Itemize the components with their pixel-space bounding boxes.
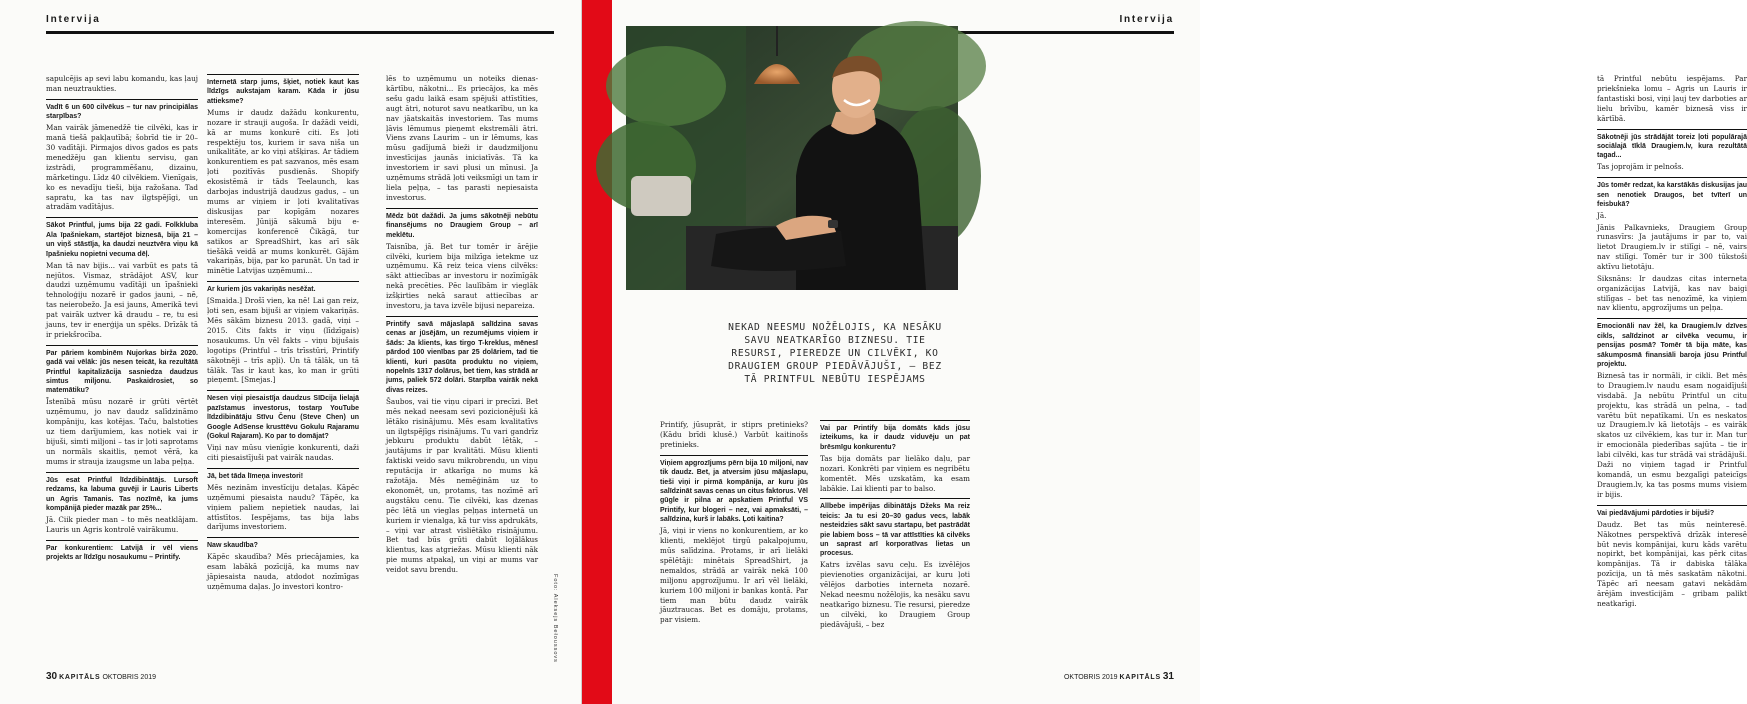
magazine-name: KAPITĀLS [59, 674, 101, 681]
left-page [0, 0, 582, 704]
question-paragraph: Mēdz būt dažādi. Ja jums sākotnēji nebūtu finansējums no Draugiem Group – arī meklētu. [386, 208, 538, 240]
question-paragraph: Allbebe impērijas dibinātājs Džeks Ma reiz teicis: Ja tu esi 20–30 gadus vecs, labāk nesteidzies sākt savu startapu, bet pastrādāt pie labiem boss – tā var attīstīties kā cilvēks un saprast arī korporatīvas lietas un procesus. [820, 498, 970, 558]
question-paragraph: Sākot Printful, jums bija 22 gadi. Folkkluba Ala īpašniekam, startējot biznesā, bija 21 – un viņš stāstīja, ka daudzi neuztvēra viņu kā īpašnieku nopietni vecuma dēļ. [46, 217, 198, 259]
answer-paragraph: Jā. [1597, 211, 1607, 221]
answer-paragraph: sapulcējis ap sevi labu komandu, kas ļauj man neuztraukties. [46, 74, 198, 93]
text-column-5 [820, 420, 970, 652]
answer-paragraph: Jā. Ciik pieder man – to mēs neatklājam. Lauris un Agris kontrolē vairākumu. [46, 515, 198, 534]
section-tag: Intervija [1119, 14, 1174, 25]
magazine-name: KAPITĀLS [1119, 674, 1161, 681]
header-rule [956, 31, 1174, 34]
answer-paragraph: Tas joprojām ir pelnošs. [1597, 162, 1684, 172]
question-paragraph: Ar kuriem jūs vakariņās nesēžat. [207, 281, 359, 294]
answer-paragraph: Šaubos, vai tie viņu cipari ir precīzi. Bet mēs nekad neesam sevi pozicionējuši kā lētāko risinājumu. Mēs esam kvalitatīvs un ilgtspējīgs risinājums. Tu vari gandrīz jebkuru produktu dabūt lētāk, – jautājums ir par kvalitāti. Mūsu klienti faktiski veido savu mikrobrendu, un viņu reputācija ir atkarīga no mums kā ražotāja. Mēs nemēģinām uz to ekonomēt, un, protams, tas nozīmē arī augstāku cenu. Tie cilvēki, kas dzenas pēc lētā un vieglas peļņas internetā un kuriem ir vienalga, kā tur viss apdrukāts, – viņi var atrast visliētāko risinājumu. Bet tad būs grūti dabūt lojālākus klientus, kas atgriežas. Mūsu klienti nāk pie mums atpakaļ, un viņi ar mums var veidot savu brendu. [386, 396, 538, 575]
issue-date: OKTOBRIS 2019 [1063, 674, 1118, 681]
answer-paragraph: lēs to uzņēmumu un noteiks dienas-kārtību, nākotni... Es priecājos, ka mēs sešu gadu laikā esam spējuši attīstīties, augt ātri, noturot savu neatkarību, un ka nav jāatskaitās investoriem. Tas mums ļāvis lēmumus pieņemt ekstremāli ātri. Viens zvans Laurim – un ir lēmums, kas mūsu gadījumā bieži ir daudzmiljonu investīcijas jaunās iniciatīvās. Tā ka investoriem ir savi plusi un mīnusi. Ja uzņēmums strādā ļoti veiksmīgi un tam ir liela peļņa, – tas parasti nepiesaista investorus. [386, 74, 538, 202]
text-column-6 [1597, 74, 1747, 652]
photo-credit: Foto: Aleksejs Bełoussovs [552, 574, 558, 663]
answer-paragraph: [Smaida.] Drošī vien, ka nē! Lai gan reiz, ļoti sen, esam bijuši ar viņiem vakariņās. Mēs sākām biznesu 2013. gadā, viņi – 2015. Cits fakts ir viņu (līdzīgais) nosaukums. Un vēl fakts – viņu bijušais logotips (Printful – trīs trīsstūri, Printify sākotnēji – trīs apļi). Un tā tālāk, un tā tālāk. Tas ir kaut kas, ko man ir grūti pieņemt. [Smejas.] [207, 296, 359, 385]
answer-paragraph: Īstenībā mūsu nozarē ir grūti vērtēt uzņēmumu, jo nav daudz salīdzināmo kompāniju, kas kotējas. Taču, balstoties uz tiem darījumiem, kas notiek vai ir bijuši, simti miljoni – tas ir ļoti saprotams un normāls skaitlis, ņemot vērā, ka mums ir strauja izaugsme un laba peļņa. [46, 397, 198, 466]
question-paragraph: Jā, bet tāda līmeņa investori! [207, 468, 359, 481]
answer-paragraph: Mēs nezinām investīciju detaļas. Kāpēc uzņēmumi piesaista naudu? Tāpēc, ka viņiem paliem nepietiek naudas, lai attīstītos. Iespējams, tas bija labs darījums investoriem. [207, 482, 359, 532]
header-rule [46, 31, 554, 34]
answer-paragraph: Jā, viņi ir viens no konkurentiem, ar ko klienti, meklējot tirgū pakalpojumu, mūs salīdzina. Protams, ir arī lielāki spēlētāji: minētais SpreadShirt, ja nemaldos, strādā ar vairāk nekā 100 miljonu apgrozījumu. Ir arī vēl lielāki, kuriem 100 miljoni ir bankas kontā. Par tiem man būtu daudz vairāk jāuztraucas. Bet es domāju, protams, par visiem. [660, 526, 808, 625]
answer-paragraph: tā Printful nebūtu iespējams. Par priekšnieka lomu – Agris un Lauris ir fantastiski bosi, viņi ļauj tev darboties ar lielu brīvību, kamēr biznesā viss ir kārtībā. [1597, 74, 1747, 123]
question-paragraph: Printify savā mājaslapā salīdzina savas cenas ar jūsējām, un rezumējums viņiem ir šāds: Ja klients, kas tirgo T-kreklus, mēnesī pārdod 100 vienības par 25 dolāriem, tad tie klienti, kuri pasūta produktu no viņiem, nopelnīs 1317 dolārus, bet tiem, kas strādā ar jums, paliek 572 dolāri. Starpība vairāk nekā divas reizes. [386, 316, 538, 395]
text-column-1 [46, 74, 198, 652]
question-paragraph: Internetā starp jums, šķiet, notiek kaut kas līdzīgs aukstajam karam. Kāda ir jūsu attieksme? [207, 74, 359, 106]
text-column-2 [207, 74, 359, 652]
answer-paragraph: Jānis Palkavnieks, Draugiem Group runasvīrs: Ja jautājums ir par to, vai lietot Draugiem.lv ir stilīgi – nē, vairs nav stilīgi. Tomēr tur ir 300 tūkstoši aktīvu lietotāju. [1597, 222, 1747, 272]
page-number: 31 [1162, 671, 1174, 682]
question-paragraph: Par pāriem kombinēm Nujorkas birža 2020. gadā vai vēlāk: jūs nesen teicāt, ka rezultātā Printful kapitalizācija sasniedza daudzus simtus miljonu. Paskaidrosiet, so matemātiku? [46, 345, 198, 396]
pull-quote: NEKAD NEESMU NOŽĒLOJIS, KA NESĀKU SAVU NEATKARĪGO BIZNESU. TIE RESURSI, PIEREDZE UN CILVĒKI, KO DRAUGIEM GROUP PIEDĀVĀJUŠI, – BEZ TĀ PRINTFUL NEBŪTU IESPĒJAMS [728, 322, 942, 385]
issue-date: OKTOBRIS 2019 [102, 674, 157, 681]
answer-paragraph: Kāpēc skaudība? Mēs priecājamies, ka esam labākā pozīcijā, ka mums nav jāpiesaista nauda, atdodot nozīmīgas uzņēmuma daļas. Jo investori kontro- [207, 552, 359, 592]
answer-paragraph: Man vairāk jāmenedžē tie cilvēki, kas ir manā tiešā pakļautībā; šobrīd tie ir 20–30 vadītāji. Pirmajos divos gados es pats menedžēju gan klientu servisu, gan izstrādi, programmēšanu, dizainu, mārketingu. Līdz 40 cilvēkiem. Vienīgais, ko es nevadīju tieši, bija ražošana. Tad sapratu, ka tas nav ilgtspējīgi, un atradām vadītājus. [46, 123, 198, 212]
question-paragraph: Nesen viņi piesaistīja daudzus SIDcija lielajā pazīstamus investorus, tostarp YouTube līdzdibinātāju Stīvu Čenu (Steve Chen) un Google AdSense krusttēvu Gokulu Rajaramu (Gokul Rajaram). Ko par to domājat? [207, 390, 359, 441]
text-column-4 [660, 420, 808, 652]
question-paragraph: Sākotnēji jūs strādājāt toreiz ļoti populārajā sociālajā tīklā Draugiem.lv, kura rezultātā tagad... [1597, 129, 1747, 161]
question-paragraph: Vai piedāvājumi pārdoties ir bijuši? [1597, 505, 1747, 518]
folio-left [46, 671, 156, 682]
question-paragraph: Vadīt 6 un 600 cilvēkus – tur nav principiālas starpības? [46, 99, 198, 122]
question-paragraph: Naw skaudība? [207, 537, 359, 550]
answer-paragraph: Man tā nav bijis... vai varbūt es pats tā nejūtos. Vismaz, strādājot ASV, kur daudzi uzņēmumu vadītāji un īpašnieki tehnoloģiju nozarē ir gados jauni, – nē, tas neierobežo. Ja esi jauns, Amerikā tevi pat vairāk uztver kā draudu – re, tu esi jauns, tev ir enerģija un spēks. Drīzāk tā ir priekšrocība. [46, 260, 198, 339]
page-number: 30 [46, 671, 58, 682]
question-paragraph: Jūs tomēr redzat, ka karstākās diskusijas jau sen nenotiek Draugos, bet tvīterī un feisbukā? [1597, 177, 1747, 209]
answer-paragraph: Biznesā tas ir normāli, ir cikli. Bet mēs to Draugiem.lv naudu esam nogaidījuši visdabā. Ja nebūtu Printful un citu projektu, kas strādā un pelna, – tad varētu būt nepatīkami. Un es neskatos uz Draugiem.lv kā lietotājs – es vairāk skatos uz cilvēkiem, kas tur ir. Man tur ir emocionāla piederības sajūta – tie ir labi cilvēki, kas tur strādā vai strādājuši. Daži no viņiem tagad ir Printful komandā, un esmu bezgalīgi pateicīgs Draugiem.lv, ka tas posms mums visiem ir bijis. [1597, 370, 1747, 499]
answer-paragraph: Tas bija domāts par lielāko daļu, par nozari. Konkrēti par viņiem es negribētu komentēt. Mēs uzskatām, ka esam labākie. Lai klienti par to balso. [820, 453, 970, 493]
question-paragraph: Viņiem apgrozījums pērn bija 10 miljoni, nav tik daudz. Bet, ja atversim jūsu mājaslapu, tieši viņi ir pirmā kompānija, ar kuru jūs salīdzināt savas cenas un citus faktorus. Vēl gūgle ir pilna ar apskatiem Printful VS Printify, kur blogeri – nez, vai apmaksāti, – salīdzina, kurš ir labāks. Ļoti kaitina? [660, 455, 808, 525]
question-paragraph: Vai par Printify bija domāts kāds jūsu izteikums, ka ir daudz viduvēju un pat brēsmīgu konkurentu? [820, 420, 970, 452]
question-paragraph: Emocionāli nav žēl, ka Draugiem.lv dzīves cikls, salīdzinot ar cilvēka vecumu, ir pensijas posmā? Tomēr tā bija māte, kas sākumposmā finansiāli baroja jūsu Printful projektu. [1597, 318, 1747, 369]
answer-paragraph: Taisnība, jā. Bet tur tomēr ir ārējie cilvēki, kuriem bija milzīga ietekme uz uzņēmumu. Kā reiz teica viens cilvēks: sākt attiecības ar investoru ir nozīmīgāk nekā precēties. Pēc laulībām ir vieglāk izšķirties nekā saraut attiecības ar investoru, ja tava izvēle bijusi nepareiza. [386, 241, 538, 311]
answer-paragraph: Viņi nav mūsu vienīgie konkurenti, daži citi piesaistījuši pat vairāk naudas. [207, 443, 359, 462]
portrait-photo [626, 26, 958, 290]
red-gutter-stripe [582, 0, 612, 704]
answer-paragraph: Printify, jūsuprāt, ir stiprs pretinieks? (Kādu brīdi klusē.) Varbūt kaitinošs pretinieks. [660, 420, 808, 449]
answer-paragraph: Daudz. Bet tas mūs neinteresē. Nākotnes perspektīvā drīzāk interesē būt nevis kompānijai, kuru kāds varētu nopirkt, bet kompānijai, kas pērk citas kompānijas. Tā ir dabiska tālāka pozīcija, un tā mēs saskatām nākotni. Tāpēc arī neesam gatavi nekādām ārējām investīcijām – gribam palikt neatkarīgi. [1597, 519, 1747, 608]
question-paragraph: Par konkurentiem: Latvijā ir vēl viens projekts ar līdzīgu nosaukumu – Printify. [46, 540, 198, 563]
question-paragraph: Jūs esat Printful līdzdibinātājs. Lursoft redzams, ka labuma guvēji ir Lauris Liberts un Agris Tamanis. Tas nozīmē, ka jums kompānijā pieder mazāk par 25%... [46, 472, 198, 514]
section-tag: Intervija [46, 14, 101, 25]
answer-paragraph: Katrs izvēlas savu ceļu. Es izvēlējos pievienoties organizācijai, ar kuru ļoti vēlējos darboties interneta nozarē. Nekad neesmu nožēlojis, ka nesāku savu neatkarīgo biznesu. Tie resursi, pieredze un cilvēki, ko Draugiem Group piedāvājuši, – bez [820, 560, 970, 629]
text-column-3 [386, 74, 538, 652]
folio-right [1064, 671, 1174, 682]
answer-paragraph: Mums ir daudz dažādu konkurentu, nozare ir strauji augoša. Ir dažādi veidi, kā ar mums konkurē citi. Es ļoti respektēju tos, kuriem ir sava niša un unikalitāte, ar ko viņi atšķiras. Ar tādiem konkurentiem es pat sazvanos, mēs esam ļoti pozitīvās pusdienās. Shopify ekosistēmā ir tāds Teelaunch, kas darbojas industrijā daudzus gadus, – un mums ar viņiem ir ļoti kvalitatīvas diskusijas par kopīgām nozares interesēm. Jūnijā sākumā biju e-komercijas konferencē Čikāgā, tur satikos ar SpreadShirt, kas arī sāk tiešākā veidā ar mums konkurēt. Gājām vakariņās, bija, par ko parunāt. Un tad ir minētie Latvijas uzņēmumi... [207, 107, 359, 276]
answer-paragraph: Siksnāns: Ir daudzas citas interneta organizācijas Latvijā, kas nav baigi stilīgas – bet tas nenozīmē, ka viņiem nav klientu, apgrozījums un peļņa. [1597, 273, 1747, 313]
